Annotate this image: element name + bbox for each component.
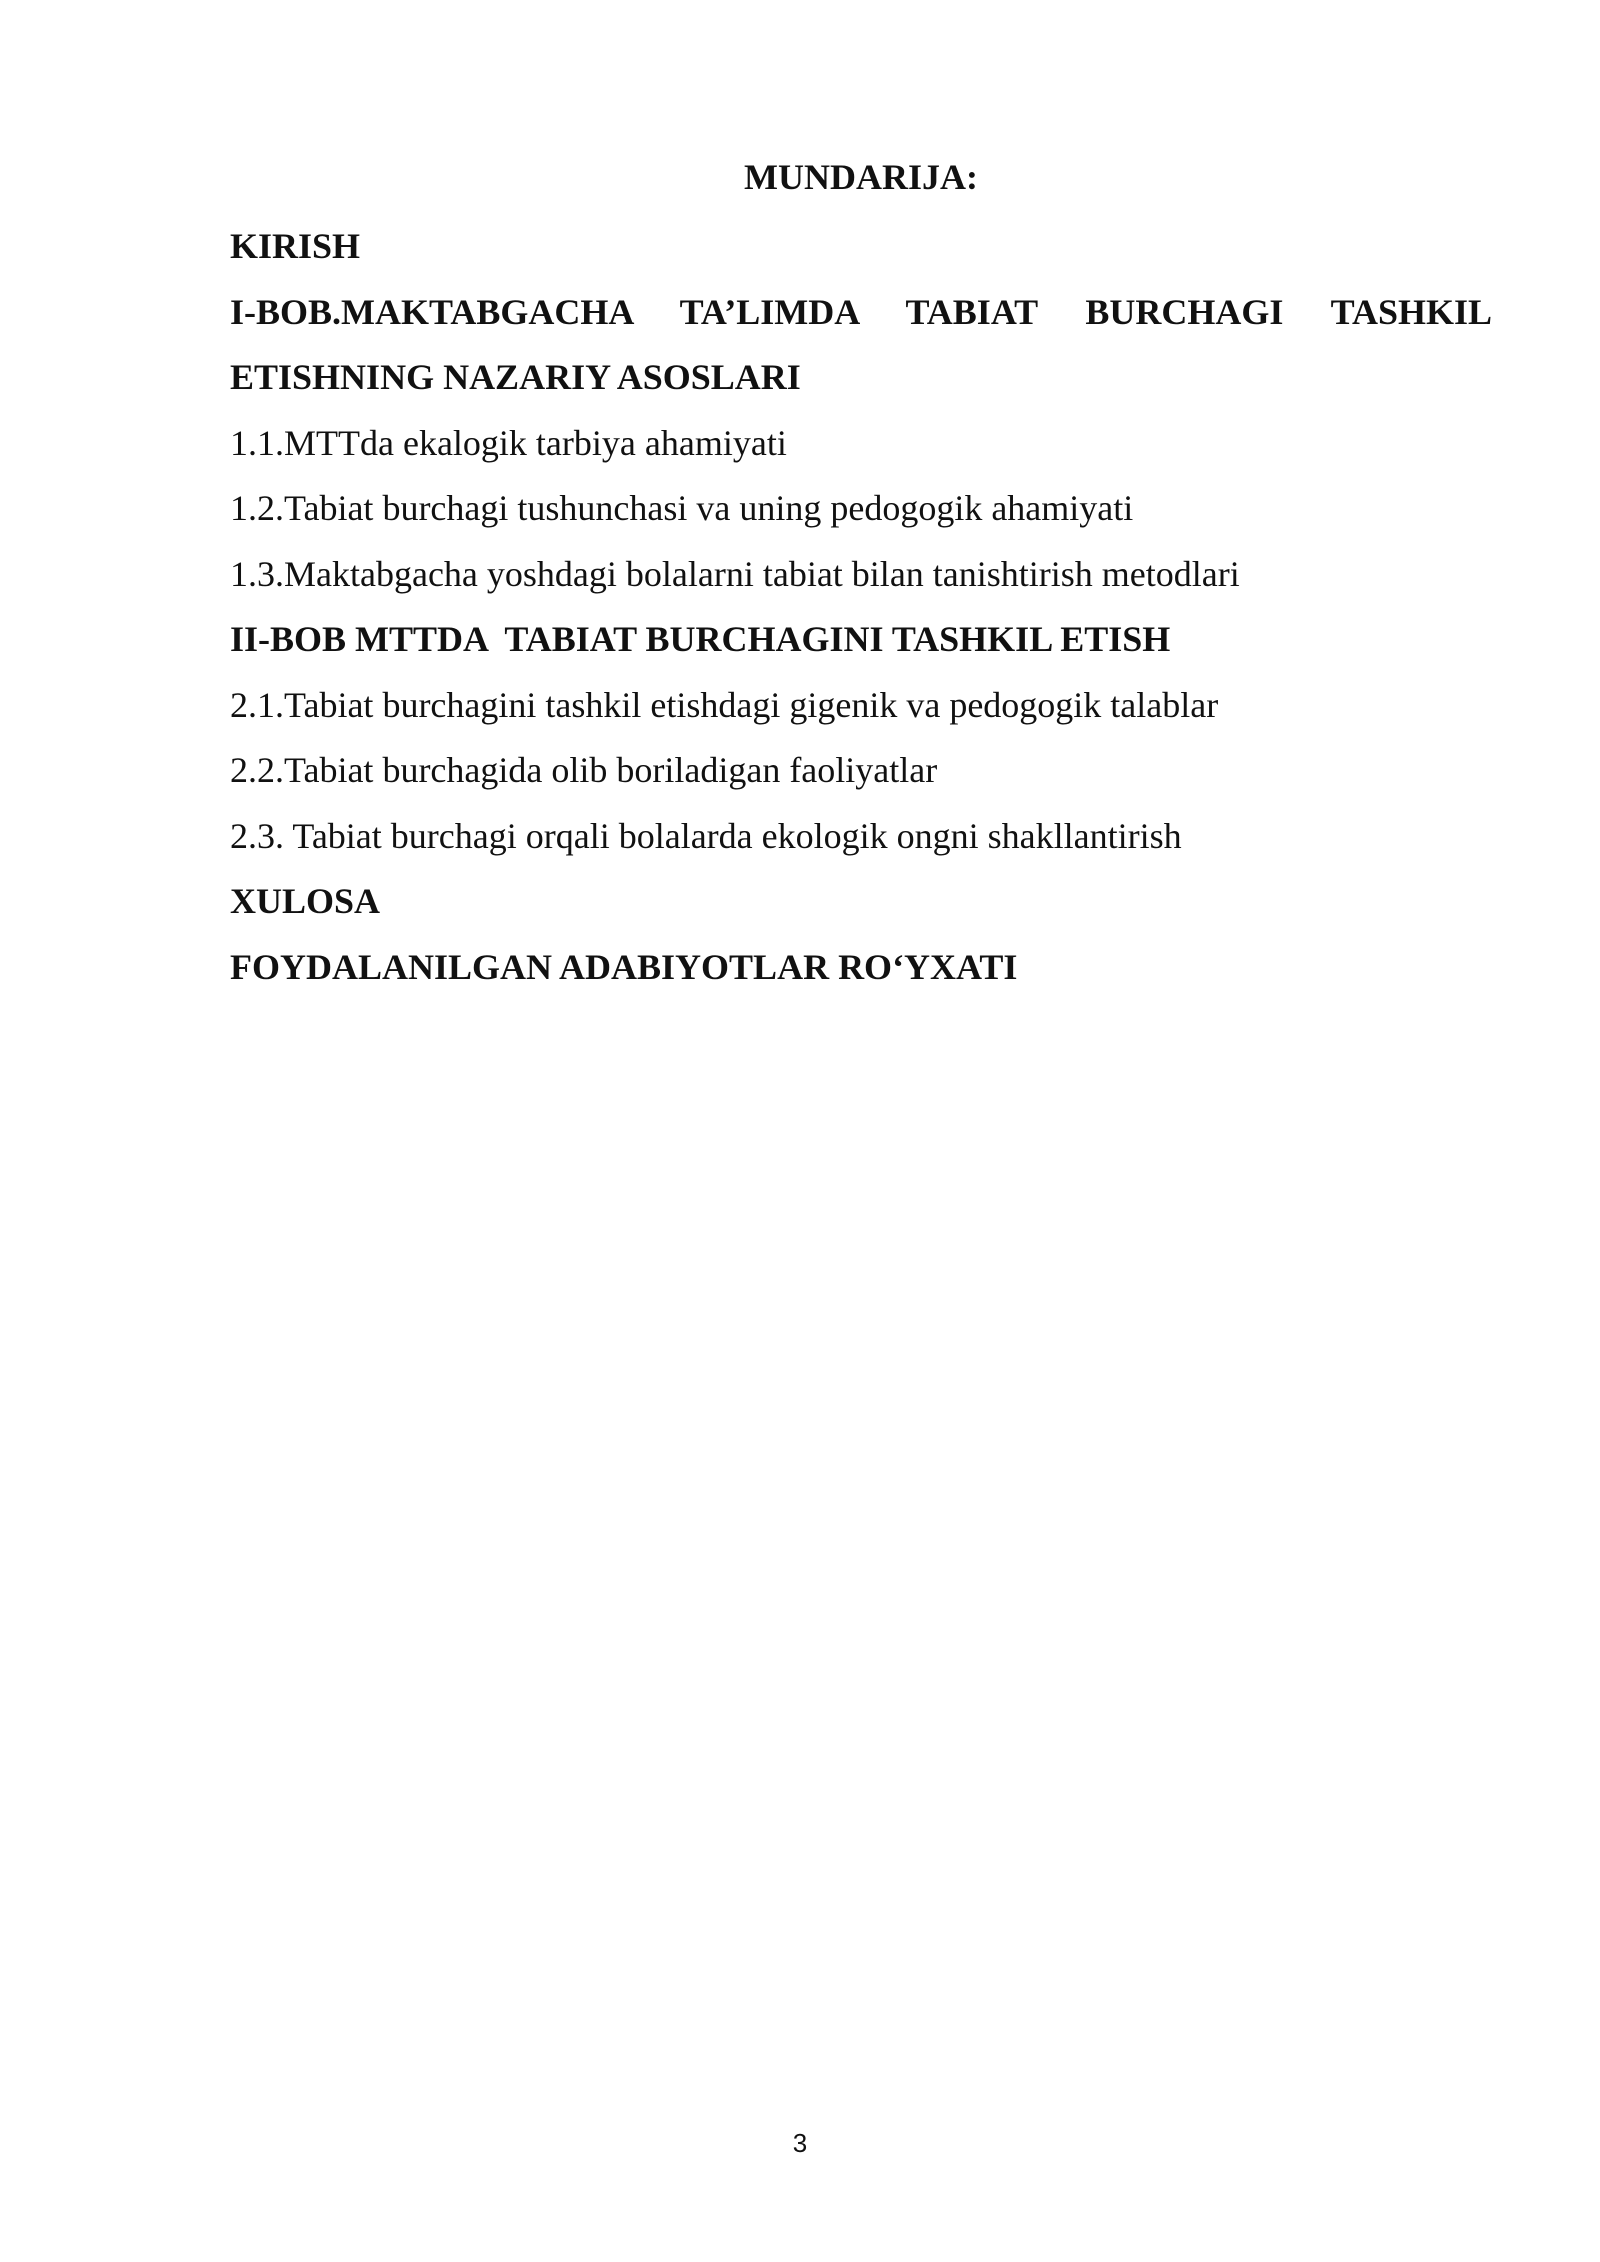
- toc-entry-chapter-1-line-1: I-BOB.MAKTABGACHA TA’LIMDA TABIAT BURCHAGI TASHKIL: [230, 291, 1492, 332]
- toc-entry-chapter-2: II-BOB MTTDA TABIAT BURCHAGINI TASHKIL ETISH: [230, 619, 1171, 659]
- toc-entry-conclusion: XULOSA: [230, 881, 381, 921]
- toc-entry-references: FOYDALANILGAN ADABIYOTLAR RO‘YXATI: [230, 946, 1018, 987]
- page-number: 3: [792, 2128, 808, 2158]
- table-of-contents: [230, 150, 1492, 1000]
- toc-entry-section-1-1: 1.1.MTTda ekalogik tarbiya ahamiyati: [230, 422, 787, 463]
- toc-entry-section-2-3: 2.3. Tabiat burchagi orqali bolalarda ekologik ongni shakllantirish: [230, 815, 1182, 856]
- toc-entry-section-2-1: 2.1.Tabiat burchagini tashkil etishdagi gigenik va pedogogik talablar: [230, 684, 1219, 725]
- toc-entry-section-1-3: 1.3.Maktabgacha yoshdagi bolalarni tabiat bilan tanishtirish metodlari: [230, 553, 1240, 594]
- toc-title: MUNDARIJA:: [744, 157, 978, 197]
- toc-entry-introduction: KIRISH: [230, 226, 361, 266]
- toc-entry-section-1-2: 1.2.Tabiat burchagi tushunchasi va uning pedogogik ahamiyati: [230, 488, 1134, 528]
- toc-entry-section-2-2: 2.2.Tabiat burchagida olib boriladigan faoliyatlar: [230, 750, 938, 790]
- toc-entry-chapter-1-line-2: ETISHNING NAZARIY ASOSLARI: [230, 357, 801, 397]
